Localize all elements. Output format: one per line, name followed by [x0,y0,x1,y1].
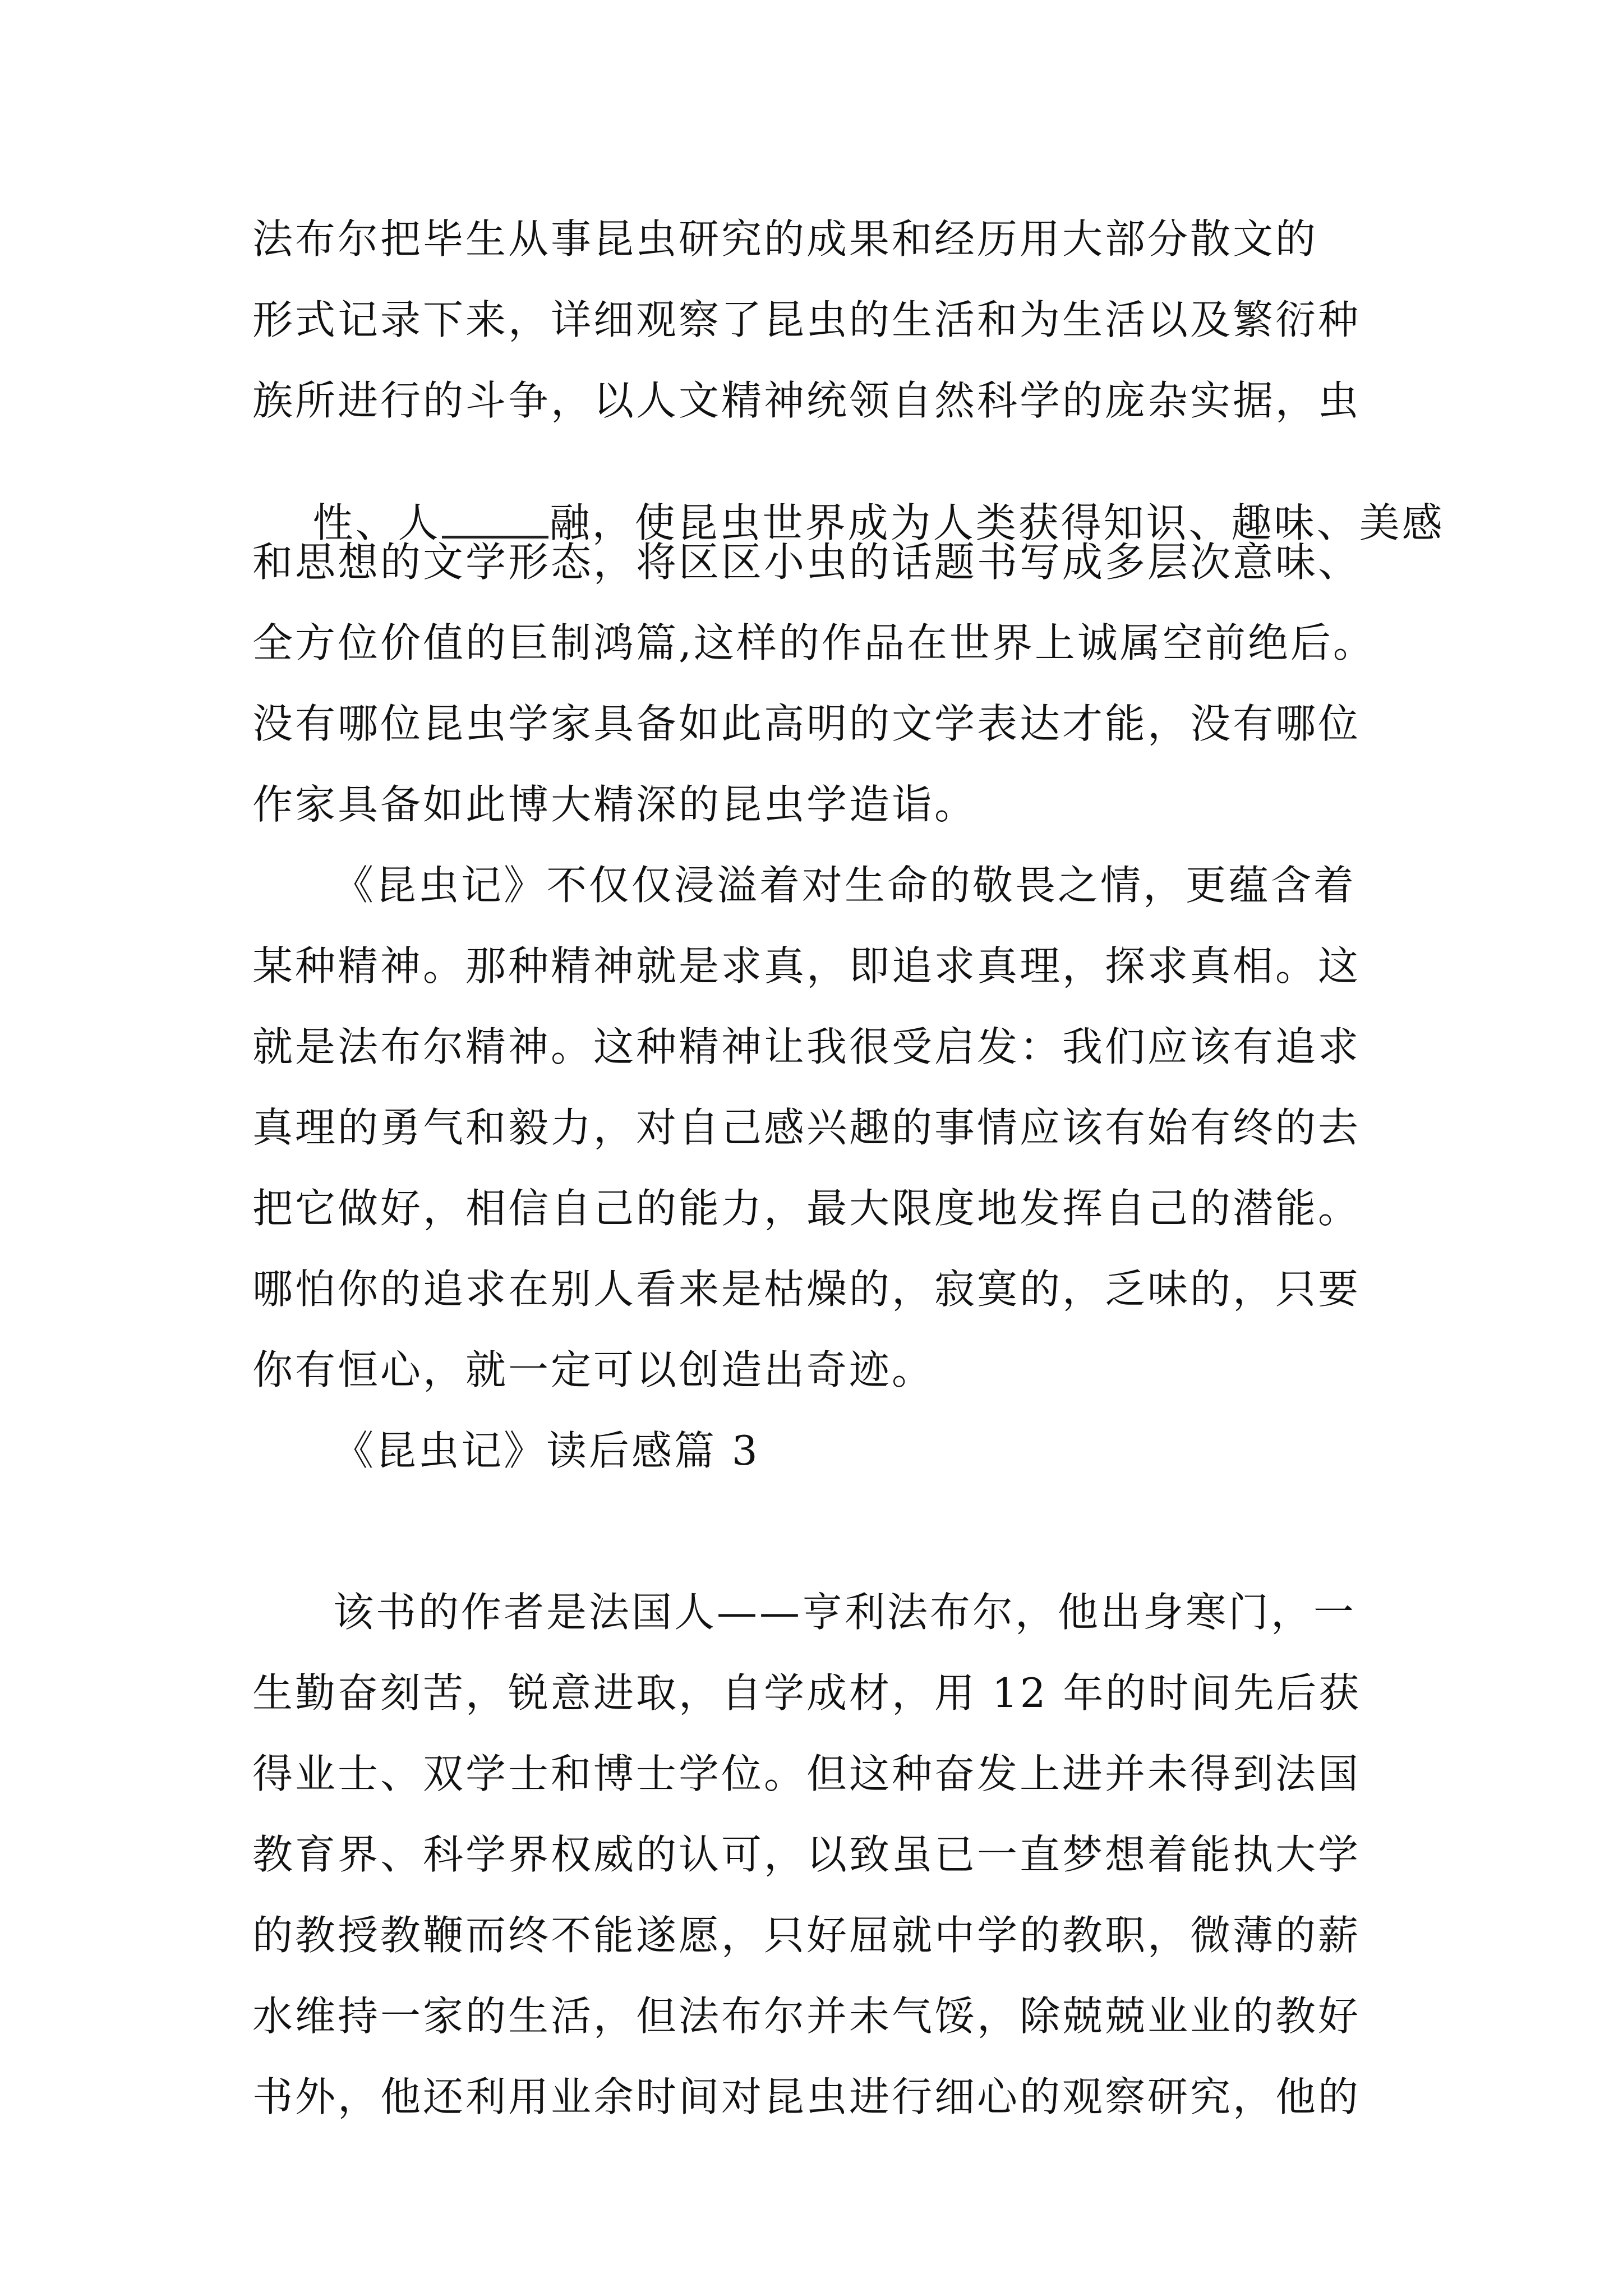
paragraph-1-line-4-suffix: 融，使昆虫世界成为人类获得知识、趣味、美感 [549,499,1445,546]
paragraph-2-line-5: 把它做好，相信自己的能力，最大限度地发挥自己的潜能。 [252,1185,1361,1232]
paragraph-1-line-4-prefix: 性、人 [312,499,441,546]
paragraph-2-line-3: 就是法布尔精神。这种精神让我很受启发：我们应该有追求 [252,1023,1361,1070]
paragraph-1-line-7: 没有哪位昆虫学家具备如此高明的文学表达才能，没有哪位 [252,700,1361,747]
paragraph-3-line-2: 生勤奋刻苦，锐意进取，自学成材，用 12 年的时间先后获 [252,1669,1362,1717]
paragraph-3-line-6: 水维持一家的生活，但法布尔并未气馁，除兢兢业业的教好 [252,1993,1361,2040]
paragraph-2-line-7: 你有恒心，就一定可以创造出奇迹。 [252,1346,935,1393]
fill-in-blank [442,503,548,539]
paragraph-3-line-7: 书外，他还利用业余时间对昆虫进行细心的观察研究，他的 [252,2073,1361,2120]
paragraph-3-line-1: 该书的作者是法国人——亨利法布尔，他出身寒门，一 [333,1589,1357,1636]
paragraph-1-line-2: 形式记录下来，详细观察了昆虫的生活和为生活以及繁衍种 [252,296,1361,343]
paragraph-1-line-6: 全方位价值的巨制鸿篇,这样的作品在世界上诚属空前绝后。 [252,619,1376,666]
paragraph-3-line-5: 的教授教鞭而终不能遂愿，只好屈就中学的教职，微薄的薪 [252,1912,1361,1959]
paragraph-1-line-8: 作家具备如此博大精深的昆虫学造诣。 [252,781,978,828]
paragraph-1-line-3: 族所进行的斗争，以人文精神统领自然科学的庞杂实据，虫 [252,377,1361,424]
section-heading: 《昆虫记》读后感篇 3 [333,1427,760,1474]
paragraph-1-line-5: 和思想的文学形态，将区区小虫的话题书写成多层次意味、 [252,539,1361,586]
paragraph-2-line-2: 某种精神。那种精神就是求真，即追求真理，探求真相。这 [252,942,1361,990]
paragraph-2-line-4: 真理的勇气和毅力，对自己感兴趣的事情应该有始有终的去 [252,1104,1361,1151]
paragraph-3-line-3: 得业士、双学士和博士学位。但这种奋发上进并未得到法国 [252,1750,1361,1797]
paragraph-2-line-6: 哪怕你的追求在别人看来是枯燥的，寂寞的，乏味的，只要 [252,1266,1361,1313]
paragraph-1-line-1: 法布尔把毕生从事昆虫研究的成果和经历用大部分散文的 [252,215,1318,263]
paragraph-3-line-4: 教育界、科学界权威的认可，以致虽已一直梦想着能执大学 [252,1831,1361,1878]
paragraph-2-line-1: 《昆虫记》不仅仅浸溢着对生命的敬畏之情，更蕴含着 [333,862,1357,909]
